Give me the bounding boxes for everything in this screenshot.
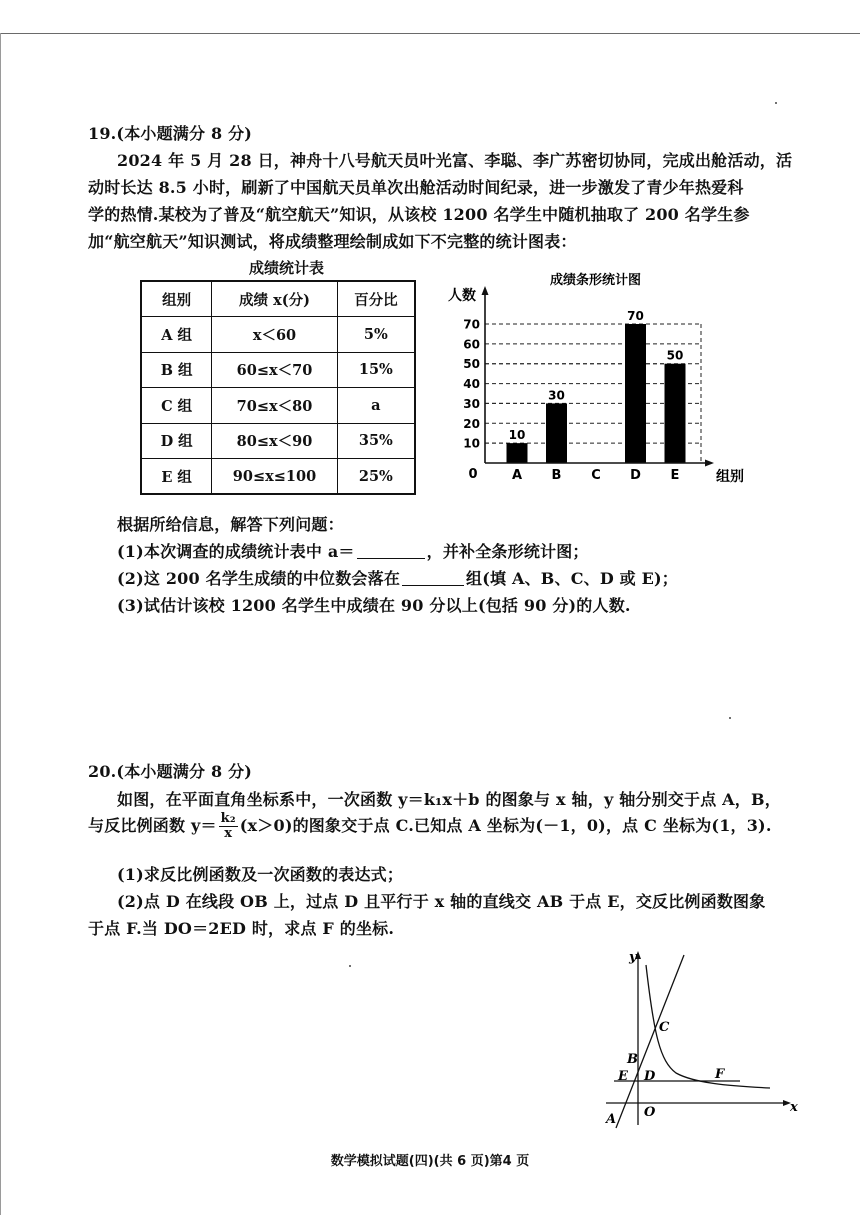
table-header-cell: 百分比 [337,281,415,317]
scan-speck [729,717,731,719]
table-cell-group: A 组 [141,317,212,352]
table-cell-range: 70≤x＜80 [212,388,337,423]
chart-y-tick-label: 70 [463,317,480,332]
chart-bar [625,324,646,463]
q19-subquestion-2 [117,566,678,589]
table-cell-percent: 35% [337,423,415,458]
q19-paragraph-line-3: 学的热情.某校为了普及“航空航天”知识，从该校 1200 名学生中随机抽取了 200 名学生参 [88,205,750,224]
chart-y-axis-arrow [482,286,489,295]
chart-y-tick-label: 50 [463,357,480,372]
figure-label-e: E [618,1069,628,1084]
figure-label-o: O [644,1105,656,1120]
table-cell-percent: a [337,388,415,423]
chart-y-axis-label: 人数 [448,288,476,304]
table-cell-percent: 25% [337,458,415,494]
table-cell-percent: 15% [337,352,415,387]
table-header-cell: 成绩 x(分) [212,281,337,317]
q19-s2-text-a: (2)这 200 名学生成绩的中位数会落在 [117,569,401,588]
figure-label-d: D [644,1069,656,1084]
chart-y-tick-label: 10 [463,436,480,451]
q19-s2-text-b: 组(填 A、B、C、D 或 E)； [466,569,679,588]
q20-subquestion-1: (1)求反比例函数及一次函数的表达式； [117,865,404,884]
table-cell-group: B 组 [141,352,212,387]
fraction-numerator: k₂ [220,811,236,826]
q20-subquestion-2-line-2: 于点 F.当 DO＝2ED 时，求点 F 的坐标. [88,919,395,938]
table-row [141,388,415,423]
figure-label-c: C [659,1020,670,1035]
q20-subquestion-2-line-1: (2)点 D 在线段 OB 上，过点 D 且平行于 x 轴的直线交 AB 于点 E，交反比例函数图象 [117,892,766,911]
q20-p2-text-b: (x＞0)的图象交于点 C.已知点 A 坐标为(－1，0)，点 C 坐标为(1，3). [239,816,772,835]
figure-label-a: A [606,1112,617,1127]
chart-bars [507,309,686,463]
table-cell-group: C 组 [141,388,212,423]
chart-data-label: 10 [508,428,526,443]
chart-x-axis-arrow [705,460,714,467]
table-cell-group: E 组 [141,458,212,494]
fraction-k2-over-x [219,812,238,841]
coordinate-figure [598,945,813,1130]
q19-s1-text-a: (1)本次调查的成绩统计表中 a＝ [117,542,355,561]
figure-label-f: F [715,1067,725,1082]
page-footer: 数学模拟试题(四)(共 6 页)第4 页 [330,1154,530,1169]
answer-blank-group [402,584,464,586]
chart-x-axis-label: 组别 [716,469,744,485]
score-table [140,280,416,495]
chart-y-tick-label: 60 [463,337,480,352]
q19-paragraph-line-1: 2024 年 5 月 28 日，神舟十八号航天员叶光富、李聪、李广苏密切协同，完成出舱活动，活 [117,151,793,170]
chart-x-tick-label: C [591,468,601,483]
left-border-line [0,33,1,1215]
q20-paragraph-line-2 [88,812,772,841]
table-row [141,423,415,458]
table-header-row [141,281,415,317]
chart-x-tick-label: D [630,468,641,483]
linear-function-line [616,955,684,1128]
scan-speck [349,965,351,967]
table-row [141,352,415,387]
chart-data-label: 70 [627,309,644,323]
answer-blank-a [357,557,425,559]
chart-ticks [463,318,679,484]
table-row [141,458,415,494]
chart-data-label: 50 [666,348,684,363]
table-cell-percent: 5% [337,317,415,352]
table-header-cell: 组别 [141,281,212,317]
q19-paragraph-line-2: 动时长达 8.5 小时，刷新了中国航天员单次出舱活动时间纪录，进一步激发了青少年热爱科 [88,178,744,197]
chart-bar [665,364,686,463]
fraction-denominator: x [224,826,233,841]
top-border-line [0,33,860,34]
figure-label-b: B [627,1052,638,1067]
q19-heading: 19.(本小题满分 8 分) [88,124,253,143]
chart-bar [546,403,567,463]
table-caption: 成绩统计表 [249,259,325,277]
table-cell-range: 90≤x≤100 [212,458,337,494]
chart-x-tick-label: E [670,468,680,483]
chart-x-tick-label: B [551,468,562,483]
q20-paragraph-line-1: 如图，在平面直角坐标系中，一次函数 y＝k₁x＋b 的图象与 x 轴，y 轴分别交于点 A，B， [117,790,781,809]
q20-heading: 20.(本小题满分 8 分) [88,762,253,781]
chart-data-label: 30 [548,388,565,403]
q19-subquestion-3: (3)试估计该校 1200 名学生中成绩在 90 分以上(包括 90 分)的人数. [117,596,631,615]
scan-speck [775,102,777,104]
q19-intro: 根据所给信息，解答下列问题： [117,515,344,534]
q19-subquestion-1 [117,539,589,562]
chart-y-tick-label: 20 [463,416,480,431]
table-cell-range: 60≤x＜70 [212,352,337,387]
table-cell-range: 80≤x＜90 [212,423,337,458]
q20-p2-text-a: 与反比例函数 y＝ [88,816,217,835]
table-cell-group: D 组 [141,423,212,458]
chart-title: 成绩条形统计图 [550,273,642,288]
figure-label-x: x [790,1100,798,1115]
chart-origin-label: 0 [468,467,478,482]
bar-chart [440,262,760,494]
table-row [141,317,415,352]
chart-y-tick-label: 30 [463,396,480,411]
q19-s1-text-b: ，并补全条形统计图； [426,542,589,561]
q19-paragraph-line-4: 加“航空航天”知识测试，将成绩整理绘制成如下不完整的统计图表： [88,232,577,251]
chart-y-tick-label: 40 [463,377,480,392]
figure-label-y: y [629,950,637,965]
table-cell-range: x＜60 [212,317,337,352]
chart-x-tick-label: A [511,468,523,483]
chart-bar [507,443,528,463]
